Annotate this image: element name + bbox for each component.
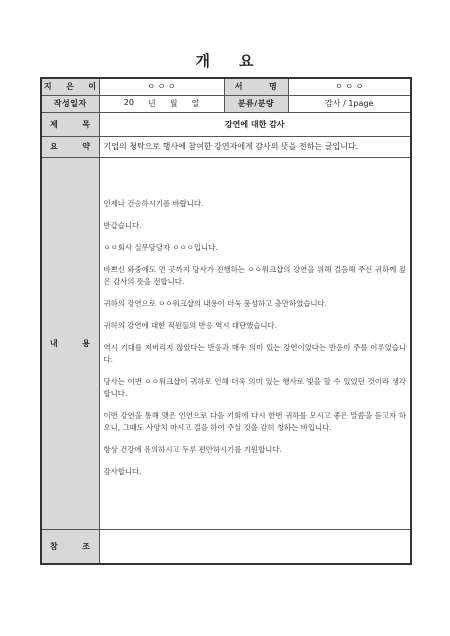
date-year-unit: 년: [147, 99, 156, 108]
content-paragraph: 언제나 건승하시기를 바랍니다.: [103, 199, 204, 208]
document-title: [0, 50, 450, 71]
content-body[interactable]: [99, 157, 411, 529]
date-month-unit: 월: [169, 99, 178, 108]
title-part-2: 요: [239, 52, 255, 70]
date-label: 작성일자: [41, 95, 99, 112]
content-paragraph: 감사합니다.: [103, 467, 142, 476]
signature-label: 서 명: [224, 78, 288, 95]
summary-form: [40, 77, 412, 565]
content-paragraph: 바쁘신 와중에도 먼 곳까지 당사가 진행하는 ㅇㅇ워크샵의 강연을 위해 걸음해 주신 귀하께 깊은 감사의 뜻을 전합니다.: [103, 265, 406, 286]
content-paragraph: 당사는 이번 ㅇㅇ워크샵이 귀하로 인해 더욱 의미 있는 행사로 빛을 할 수 있었던 것이라 생각합니다.: [103, 377, 406, 398]
subject-label: 제 목: [41, 112, 99, 136]
row-subject: [41, 112, 411, 136]
title-part-1: 개: [195, 52, 211, 70]
row-summary: [41, 136, 411, 157]
row-author: [41, 78, 411, 95]
content-paragraph: 이번 강연을 통해 맺은 인연으로 다음 기회에 다시 한번 귀하를 모시고 좋은 말씀을 듣고자 하오니, 그때도 사양치 마시고 걸음 하여 주실 것을 감히 청하는 바입니다.: [103, 411, 406, 432]
author-label: 지 은 이: [41, 78, 99, 95]
row-content: [41, 157, 411, 529]
date-year: 20: [123, 98, 134, 107]
content-paragraph: 귀하의 강연으로 ㅇㅇ워크샵의 내용이 더욱 풍성하고 충만하였습니다.: [103, 299, 327, 308]
subject-value[interactable]: 강연에 대한 감사: [99, 112, 411, 136]
content-paragraph: 역시 기대를 저버리지 않았다는 반응과 매우 의미 있는 강연이었다는 반응이 주를 이루었습니다.: [103, 343, 406, 364]
category-value[interactable]: 감사 / 1page: [288, 95, 411, 112]
row-date: [41, 95, 411, 112]
reference-value[interactable]: [99, 529, 411, 564]
content-paragraph: 반갑습니다.: [103, 221, 142, 230]
summary-label: 요 약: [41, 136, 99, 157]
reference-label: 참 조: [41, 529, 99, 564]
row-reference: [41, 529, 411, 564]
content-paragraph: ㅇㅇ회사 실무담당자 ㅇㅇㅇ입니다.: [103, 243, 218, 252]
summary-value[interactable]: 기업의 청탁으로 행사에 참여한 강연자에게 감사의 뜻을 전하는 글입니다.: [99, 136, 411, 157]
content-paragraph: 항상 건강에 유의하시고 두루 편안하시기를 기원합니다.: [103, 445, 282, 454]
date-day-unit: 일: [191, 99, 200, 108]
category-label: 분류/분량: [224, 95, 288, 112]
date-value[interactable]: [99, 95, 224, 112]
content-label: 내 용: [41, 157, 99, 529]
author-value[interactable]: ㅇ ㅇ ㅇ: [99, 78, 224, 95]
content-paragraph: 귀하의 강연에 대한 직원들의 반응 역시 대단했습니다.: [103, 321, 278, 330]
signature-value[interactable]: ㅇ ㅇ ㅇ: [288, 78, 411, 95]
